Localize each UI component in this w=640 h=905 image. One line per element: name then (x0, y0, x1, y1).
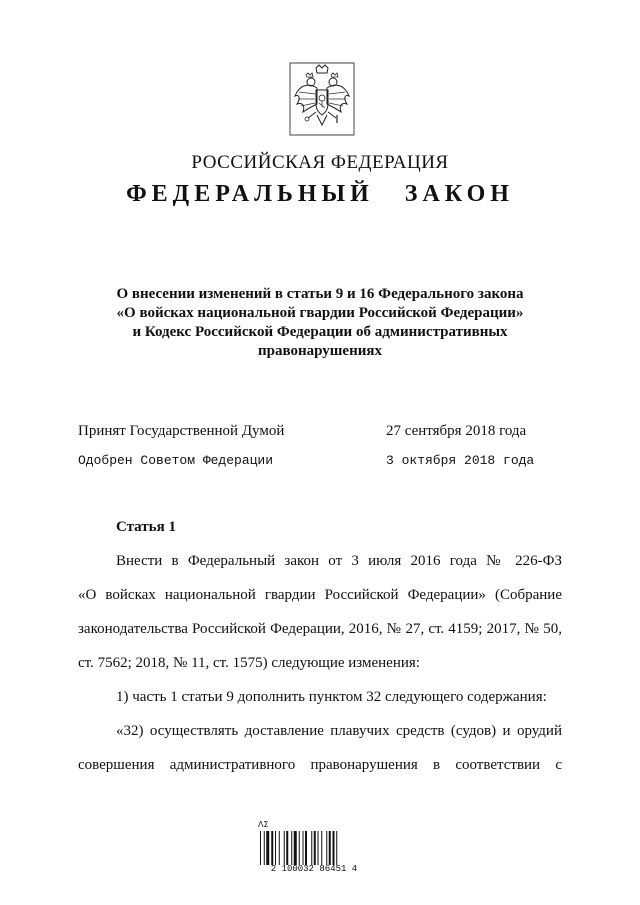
barcode-bar (284, 831, 285, 865)
barcode-bar (305, 831, 307, 865)
title-line: «О войсках национальной гвардии Российской Федерации» (116, 305, 524, 321)
barcode-icon (260, 831, 368, 865)
duma-date: 27 сентября 2018 года (386, 423, 527, 439)
title-line: и Кодекс Российской Федерации об административных (132, 324, 508, 340)
body-line: 1) часть 1 статьи 9 дополнить пунктом 32 следующего содержания: (116, 689, 547, 705)
barcode-bar (275, 831, 276, 865)
barcode-bar (266, 831, 269, 865)
law-type-word: ФЕДЕРАЛЬНЫЙ (126, 181, 374, 207)
article-heading: Статья 1 (116, 519, 176, 535)
title-line: правонарушениях (258, 343, 382, 359)
law-type-word: ЗАКОН (404, 181, 514, 207)
barcode-bar (264, 831, 265, 865)
council-label: Одобрен Советом Федерации (78, 453, 274, 468)
russian-coat-of-arms-icon (289, 62, 355, 136)
barcode-bar (336, 831, 337, 865)
barcode-number: 2 100032 86451 4 (270, 864, 358, 874)
barcode-bar (333, 831, 335, 865)
body-line: ст. 7562; 2018, № 11, ст. 1575) следующие изменения: (78, 655, 420, 671)
barcode-bar (294, 831, 297, 865)
barcode (258, 820, 370, 878)
barcode-bar (299, 831, 300, 865)
barcode-bar (271, 831, 273, 865)
article-body (78, 544, 562, 782)
barcode-bar (303, 831, 304, 865)
title-line: О внесении изменений в статьи 9 и 16 Федерального закона (116, 286, 524, 302)
body-line: «32) осуществлять доставление плавучих средств (судов) и орудий (116, 723, 562, 739)
country-name: РОССИЙСКАЯ ФЕДЕРАЦИЯ (191, 152, 449, 173)
barcode-bar (311, 831, 312, 865)
body-line: Внести в Федеральный закон от 3 июля 2016 года № 226-ФЗ (116, 553, 562, 569)
law-title (80, 285, 560, 361)
barcode-bar (286, 831, 288, 865)
council-date: 3 октября 2018 года (386, 453, 535, 468)
barcode-bar (260, 831, 261, 865)
barcode-bar (326, 831, 327, 865)
law-type-heading (0, 181, 640, 208)
barcode-bar (314, 831, 316, 865)
barcode-bar (291, 831, 292, 865)
duma-label: Принят Государственной Думой (78, 423, 285, 439)
barcode-mark: ΛΣ (258, 820, 269, 829)
body-line: «О войсках национальной гвардии Российской Федерации» (Собрание (78, 587, 562, 603)
barcode-bar (318, 831, 319, 865)
body-line: законодательства Российской Федерации, 2016, № 27, ст. 4159; 2017, № 50, (78, 621, 562, 637)
barcode-bar (321, 831, 322, 865)
barcode-bar (279, 831, 280, 865)
body-line: совершения административного правонарушения в соответствии с (78, 757, 562, 773)
barcode-bar (329, 831, 331, 865)
